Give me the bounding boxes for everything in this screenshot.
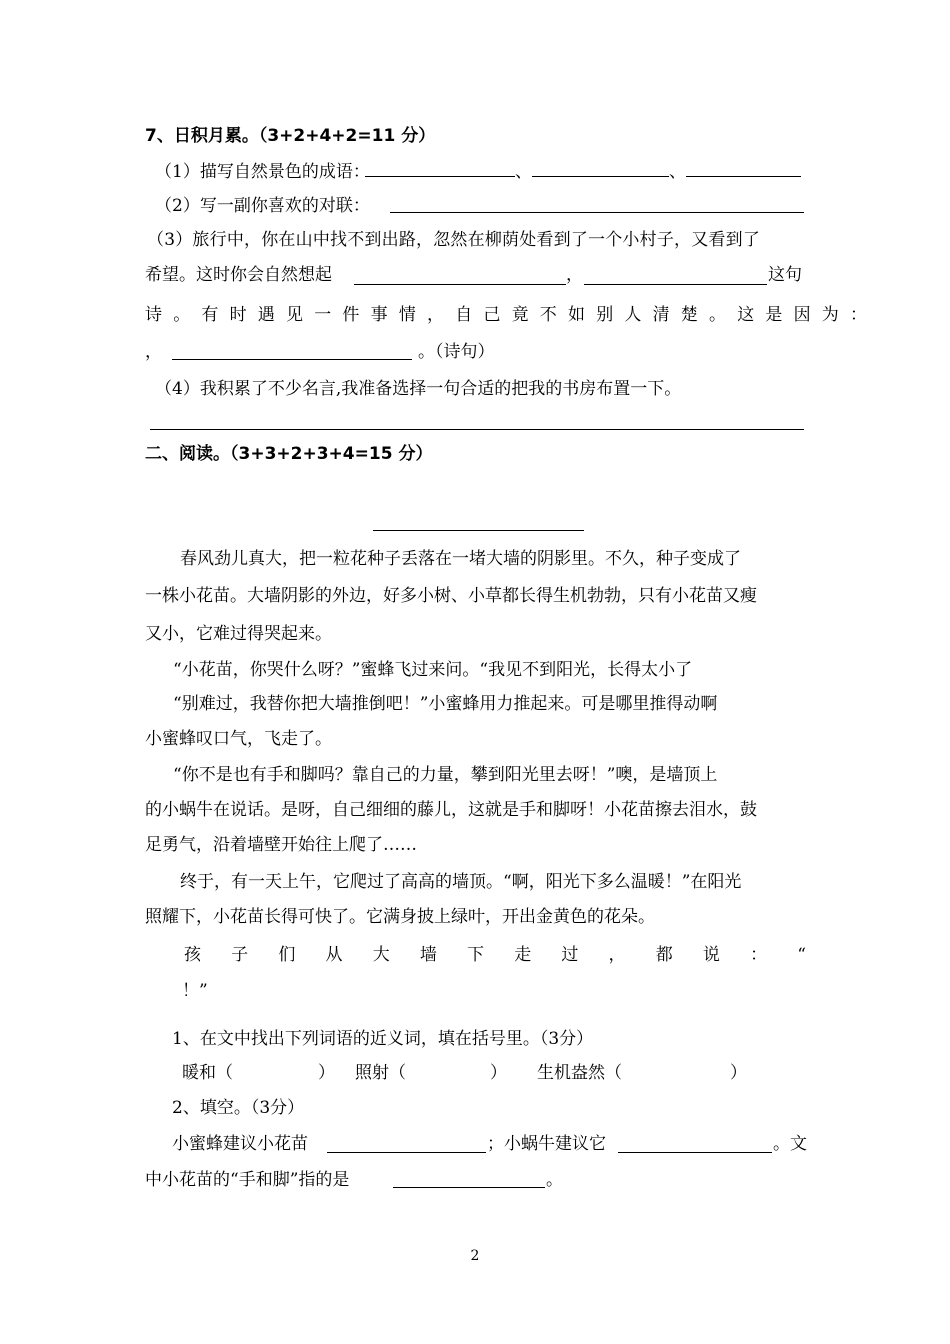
passage-line-1: 春风劲儿真大，把一粒花种子丢落在一堵大墙的阴影里。不久，种子变成了 bbox=[180, 549, 741, 569]
children-char: “ bbox=[797, 945, 806, 965]
q3-line-2 bbox=[145, 264, 332, 286]
reading-q2-line1-c: 。文 bbox=[773, 1134, 807, 1154]
reading-q1-w1: 暖和（ bbox=[182, 1063, 233, 1083]
reading-q1-w1-end: ） bbox=[318, 1063, 335, 1083]
passage-line-10: 终于，有一天上午，它爬过了高高的墙顶。“啊，阳光下多么温暖！”在阳光 bbox=[180, 872, 742, 892]
passage-line-2: 一株小花苗。大墙阴影的外边，好多小树、小草都长得生机勃勃，只有小花苗又瘦 bbox=[145, 586, 757, 606]
children-char: 都 bbox=[655, 945, 673, 965]
children-char: 墙 bbox=[419, 945, 437, 965]
q4-label: （4）我积累了不少名言,我准备选择一句合适的把我的书房布置一下。 bbox=[155, 379, 682, 399]
q3-line2-sep: ， bbox=[566, 265, 583, 285]
q3-blank-1[interactable] bbox=[354, 284, 566, 285]
q3-line4-pre: ， bbox=[145, 342, 162, 362]
children-char: 说 bbox=[702, 945, 720, 965]
reading-q2-blank-1[interactable] bbox=[327, 1152, 486, 1153]
passage-line-6: 小蜜蜂叹口气，飞走了。 bbox=[145, 729, 332, 749]
q3-line-1: （3）旅行中，你在山中找不到出路，忽然在柳荫处看到了一个小村子，又看到了 bbox=[147, 230, 761, 250]
q3-line2-pre: 希望。这时你会自然想起 bbox=[145, 265, 332, 285]
q1-label: （1）描写自然景色的成语： bbox=[155, 162, 370, 182]
q3-line4-post: 。（诗句） bbox=[418, 342, 495, 362]
children-char: 过 bbox=[561, 945, 579, 965]
q3-blank-3[interactable] bbox=[172, 359, 412, 360]
reading-q2-blank-3[interactable] bbox=[393, 1187, 545, 1188]
q2-label: （2）写一副你喜欢的对联： bbox=[155, 196, 370, 216]
reading-q1-label: 1、在文中找出下列词语的近义词，填在括号里。（3分） bbox=[172, 1029, 594, 1049]
q1-blank-2[interactable] bbox=[532, 161, 669, 177]
q1-sep-1: 、 bbox=[515, 162, 532, 182]
children-char: 们 bbox=[278, 945, 296, 965]
reading-q1-w2: 照射（ bbox=[355, 1063, 406, 1083]
q3-line2-post: 这句 bbox=[768, 265, 802, 285]
children-char: 下 bbox=[467, 945, 485, 965]
passage-line-8: 的小蜗牛在说话。是呀，自己细细的藤儿，这就是手和脚呀！小花苗擦去泪水，鼓 bbox=[145, 800, 757, 820]
q1-blank-1[interactable] bbox=[365, 161, 515, 177]
children-char: 大 bbox=[372, 945, 390, 965]
reading-q2-line1-a: 小蜜蜂建议小花苗 bbox=[172, 1134, 308, 1154]
children-char: 从 bbox=[325, 945, 343, 965]
children-line bbox=[184, 944, 806, 966]
page-number: 2 bbox=[470, 1248, 480, 1264]
passage-title-blank[interactable] bbox=[373, 530, 584, 531]
children-line-end: ！” bbox=[182, 981, 208, 1001]
passage-line-5: “别难过，我替你把大墙推倒吧！”小蜜蜂用力推起来。可是哪里推得动啊 bbox=[173, 694, 718, 714]
children-char: ： bbox=[750, 945, 768, 965]
reading-q1-w3: 生机盎然（ bbox=[537, 1063, 622, 1083]
q1-row bbox=[155, 161, 686, 183]
q1-blank-3[interactable] bbox=[686, 161, 801, 177]
section-2-heading: 二、阅读。（3+3+2+3+4=15 分） bbox=[145, 444, 433, 464]
reading-q2-line1-b: ；小蜗牛建议它 bbox=[487, 1134, 606, 1154]
passage-line-4: “小花苗，你哭什么呀？”蜜蜂飞过来问。“我见不到阳光，长得太小了 bbox=[173, 660, 693, 680]
reading-q2-label: 2、填空。（3分） bbox=[172, 1098, 305, 1118]
reading-q2-line2-b: 。 bbox=[546, 1170, 563, 1190]
reading-q2-blank-2[interactable] bbox=[618, 1152, 772, 1153]
children-char: 走 bbox=[514, 945, 532, 965]
q4-blank[interactable] bbox=[150, 429, 804, 430]
q3-line-3: 诗。有时遇见一件事情，自己竟不如别人清楚。这是因为： bbox=[145, 305, 879, 325]
q2-row bbox=[155, 195, 370, 217]
passage-line-7: “你不是也有手和脚吗？靠自己的力量，攀到阳光里去呀！”噢，是墙顶上 bbox=[173, 765, 718, 785]
q3-blank-2[interactable] bbox=[584, 284, 767, 285]
children-char: ， bbox=[608, 945, 626, 965]
children-char: 孩 bbox=[184, 945, 201, 965]
passage-line-9: 足勇气，沿着墙壁开始往上爬了…… bbox=[145, 835, 417, 855]
reading-q1-w2-end: ） bbox=[490, 1063, 507, 1083]
q2-blank[interactable] bbox=[390, 212, 804, 213]
q1-sep-2: 、 bbox=[669, 162, 686, 182]
reading-q2-line2-a: 中小花苗的“手和脚”指的是 bbox=[145, 1170, 350, 1190]
section-7-heading: 7、日积月累。（3+2+4+2=11 分） bbox=[145, 126, 436, 146]
passage-line-3: 又小，它难过得哭起来。 bbox=[145, 624, 332, 644]
reading-q1-w3-end: ） bbox=[730, 1063, 747, 1083]
children-char: 子 bbox=[231, 945, 249, 965]
passage-line-11: 照耀下，小花苗长得可快了。它满身披上绿叶，开出金黄色的花朵。 bbox=[145, 907, 655, 927]
